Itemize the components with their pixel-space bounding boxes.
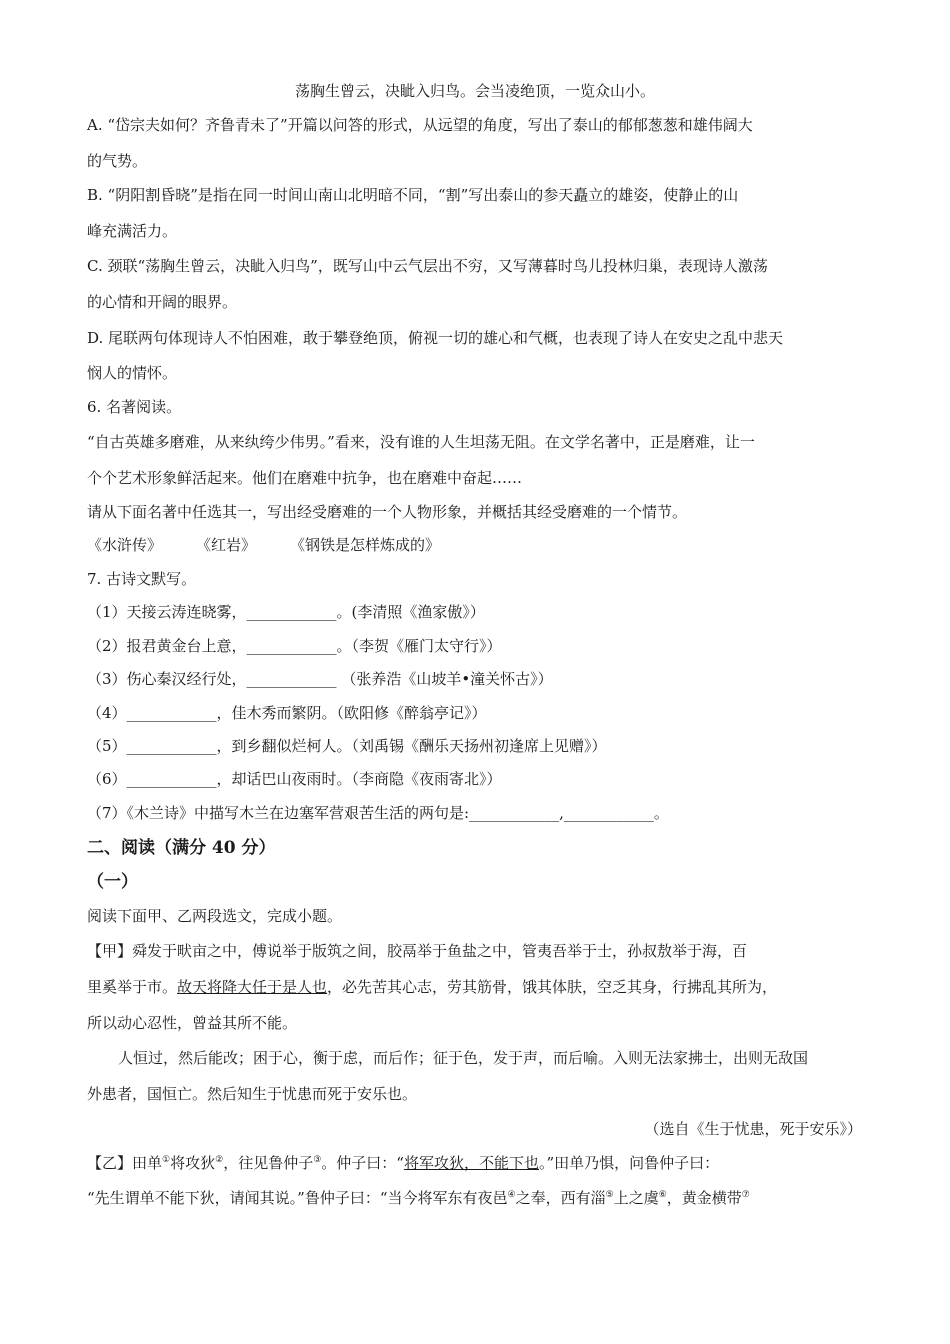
option-a-line-2: 的气势。 — [87, 152, 148, 170]
book-1: 《水浒传》 — [87, 536, 163, 554]
q6-para-line-2: 个个艺术形象鲜活起来。他们在磨难中抗争，也在磨难中奋起…… — [87, 469, 523, 487]
footnote-marker: ② — [215, 1155, 224, 1165]
jia-line-1: 【甲】舜发于畎亩之中，傅说举于版筑之间，胶鬲举于鱼盐之中，管夷吾举于士，孙叔敖举于海，百 — [87, 942, 748, 960]
q7-item-3: （3）伤心秦汉经行处，____________ （张养浩《山坡羊•潼关怀古》） — [87, 670, 553, 688]
yi-text: 上之虞 — [613, 1189, 659, 1207]
q7-title: 7. 古诗文默写。 — [87, 570, 197, 588]
jia-line-3: 所以动心忍性，曾益其所不能。 — [87, 1014, 298, 1032]
yi-underlined-sentence: 将军攻狄，不能下也 — [403, 1154, 539, 1172]
option-a-line-1: A. “岱宗夫如何？齐鲁青未了”开篇以问答的形式，从远望的角度，写出了泰山的郁郁葱葱和雄伟阔大 — [87, 116, 753, 134]
jia-source: （选自《生于忧患，死于安乐》） — [644, 1120, 862, 1138]
yi-text: ，往见鲁仲子 — [223, 1154, 314, 1172]
option-c-line-1: C. 颈联“荡胸生曾云，决眦入归鸟”，既写山中云气层出不穷，又写薄暮时鸟儿投林归巢，表现诗人激荡 — [87, 257, 768, 275]
option-d-line-1: D. 尾联两句体现诗人不怕困难，敢于攀登绝顶，俯视一切的雄心和气概，也表现了诗人在安史之乱中悲天 — [87, 329, 784, 347]
q7-item-6: （6）____________，却话巴山夜雨时。（李商隐《夜雨寄北》） — [87, 770, 502, 788]
yi-text: ，黄金横带 — [666, 1189, 742, 1207]
jia-para2-line-2: 外患者，国恒亡。然后知生于忧患而死于安乐也。 — [87, 1085, 418, 1103]
yi-line-2 — [87, 1187, 750, 1209]
q7-item-1: （1）天接云涛连晓雾，____________。(李清照《渔家傲》） — [87, 603, 485, 621]
footnote-marker: ③ — [313, 1155, 322, 1165]
q6-book-list — [87, 534, 440, 556]
subsection-heading: （一） — [87, 872, 138, 892]
footnote-marker: ① — [162, 1155, 171, 1165]
footnote-marker: ⑤ — [605, 1190, 614, 1200]
jia-line-2-pre: 里奚举于市。 — [87, 978, 178, 996]
jia-underlined-sentence: 故天将降大任于是人也 — [177, 978, 328, 996]
option-b-line-2: 峰充满活力。 — [87, 222, 178, 240]
yi-line-1 — [87, 1152, 719, 1174]
footnote-marker: ④ — [507, 1190, 516, 1200]
yi-text: 将攻狄 — [170, 1154, 216, 1172]
yi-text: “先生谓单不能下狄，请闻其说。”鲁仲子曰：“当今将军东有夜邑 — [87, 1189, 508, 1207]
jia-para2-line-1: 人恒过，然后能改；困于心，衡于虑，而后作；征于色，发于声，而后喻。入则无法家拂士，出则无敌国 — [118, 1049, 809, 1067]
jia-line-2 — [87, 976, 777, 998]
option-b-line-1: B. “阴阳割昏晓”是指在同一时间山南山北明暗不同，“割”写出泰山的参天矗立的雄姿，使静止的山 — [87, 186, 739, 204]
q6-instruction: 请从下面名著中任选其一，写出经受磨难的一个人物形象，并概括其经受磨难的一个情节。 — [87, 503, 688, 521]
jia-line-2-post: ，必先苦其心志，劳其筋骨，饿其体肤，空乏其身，行拂乱其所为， — [327, 978, 778, 996]
q6-title: 6. 名著阅读。 — [87, 398, 182, 416]
book-3: 《钢铁是怎样炼成的》 — [290, 536, 441, 554]
q7-item-2: （2）报君黄金台上意，____________。（李贺《雁门太守行》） — [87, 637, 502, 655]
yi-text: 【乙】田单 — [87, 1154, 163, 1172]
book-2: 《红岩》 — [196, 536, 257, 554]
option-d-line-2: 悯人的情怀。 — [87, 364, 178, 382]
reading-instruction: 阅读下面甲、乙两段选文，完成小题。 — [87, 907, 343, 925]
yi-text: 之奉，西有淄 — [515, 1189, 606, 1207]
footnote-marker: ⑦ — [741, 1190, 750, 1200]
yi-text: 。仲子曰：“ — [321, 1154, 404, 1172]
poem-last-line: 荡胸生曾云，决眦入归鸟。会当凌绝顶，一览众山小。 — [294, 82, 655, 100]
q7-item-4: （4）____________，佳木秀而繁阴。（欧阳修《醉翁亭记》） — [87, 704, 487, 722]
section-heading: 二、阅读（满分 40 分） — [87, 838, 276, 858]
option-c-line-2: 的心情和开阔的眼界。 — [87, 293, 238, 311]
q7-item-5: （5）____________，到乡翻似烂柯人。（刘禹锡《酬乐天扬州初逢席上见赠》） — [87, 737, 607, 755]
yi-text: 。”田单乃惧，问鲁仲子曰： — [538, 1154, 720, 1172]
footnote-marker: ⑥ — [658, 1190, 667, 1200]
q7-item-7: （7）《木兰诗》中描写木兰在边塞军营艰苦生活的两句是:____________,____________。 — [87, 804, 669, 822]
q6-para-line-1: “自古英雄多磨难，从来纨绔少伟男。”看来，没有谁的人生坦荡无阻。在文学名著中，正是磨难，让一 — [87, 433, 755, 451]
